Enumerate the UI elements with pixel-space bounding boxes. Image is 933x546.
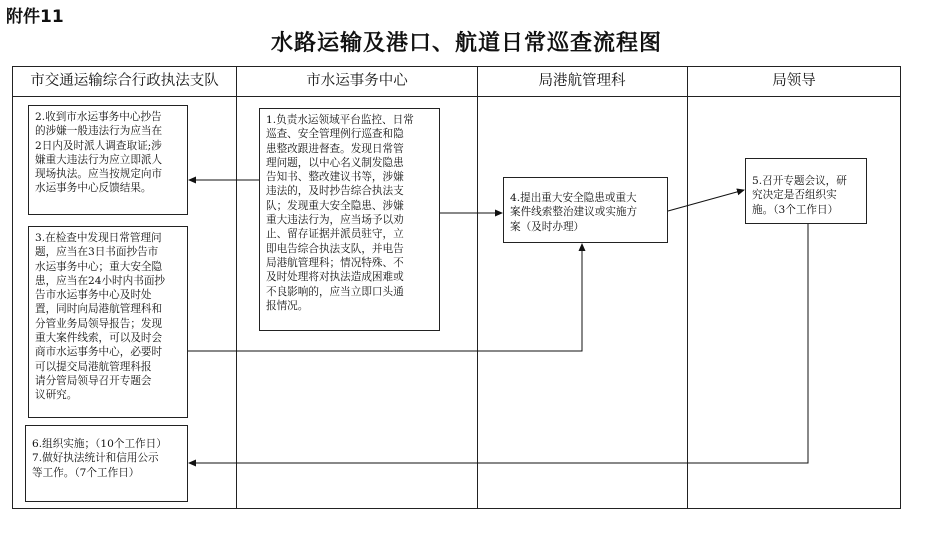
lane-header-bureau-leaders: 局领导 [687, 66, 901, 97]
page-title: 水路运输及港口、航道日常巡查流程图 [270, 30, 662, 56]
lane-header-port-management: 局港航管理科 [477, 66, 687, 97]
step-4-box: 4.提出重大安全隐患或重大 案件线索整治建议或实施方 案（及时办理） [503, 177, 668, 243]
step-1-box: 1.负责水运领域平台监控、日常 巡查、安全管理例行巡查和隐 患整改跟进督查。发现日常管 理问题，以中心名义制发隐患 告知书、整改建议书等，涉嫌 违法的，及时抄告综合执法支 队；发现重大安全隐患、涉嫌 重大违法行为，应当场予以劝 止、留存证据并派员驻守，立 即电告综合执法支队，并电告 局港航管理科；情况特殊、不 及时处理将对执法造成困难或 不良影响的，应当立即口头通 报情况。 [259, 108, 440, 331]
lane-header-enforcement: 市交通运输综合行政执法支队 [12, 66, 237, 97]
step-3-box: 3.在检查中发现日常管理问 题，应当在3日书面抄告市 水运事务中心；重大安全隐 患，应当在24小时内书面抄 告市水运事务中心及时处 置，同时向局港航管理科和 分管业务局领导报告；发现 重大案件线索，可以及时会 商市水运事务中心，必要时 可以提交局港航管理科报 请分管局领导召开专题会 议研究。 [28, 226, 188, 418]
lane-divider [236, 66, 237, 509]
step-6-7-box: 6.组织实施；（10个工作日） 7.做好执法统计和信用公示 等工作。（7个工作日） [25, 425, 188, 502]
step-2-box: 2.收到市水运事务中心抄告 的涉嫌一般违法行为应当在 2日内及时派人调查取证;涉 嫌重大违法行为应立即派人 现场执法。应当按规定向市 水运事务中心反馈结果。 [28, 105, 188, 215]
attachment-label: 附件11 [6, 7, 64, 27]
lane-divider [477, 66, 478, 509]
lane-header-water-transport-center: 市水运事务中心 [237, 66, 477, 97]
lane-divider [687, 66, 688, 509]
step-5-box: 5.召开专题会议，研 究决定是否组织实 施。（3个工作日） [745, 158, 867, 224]
